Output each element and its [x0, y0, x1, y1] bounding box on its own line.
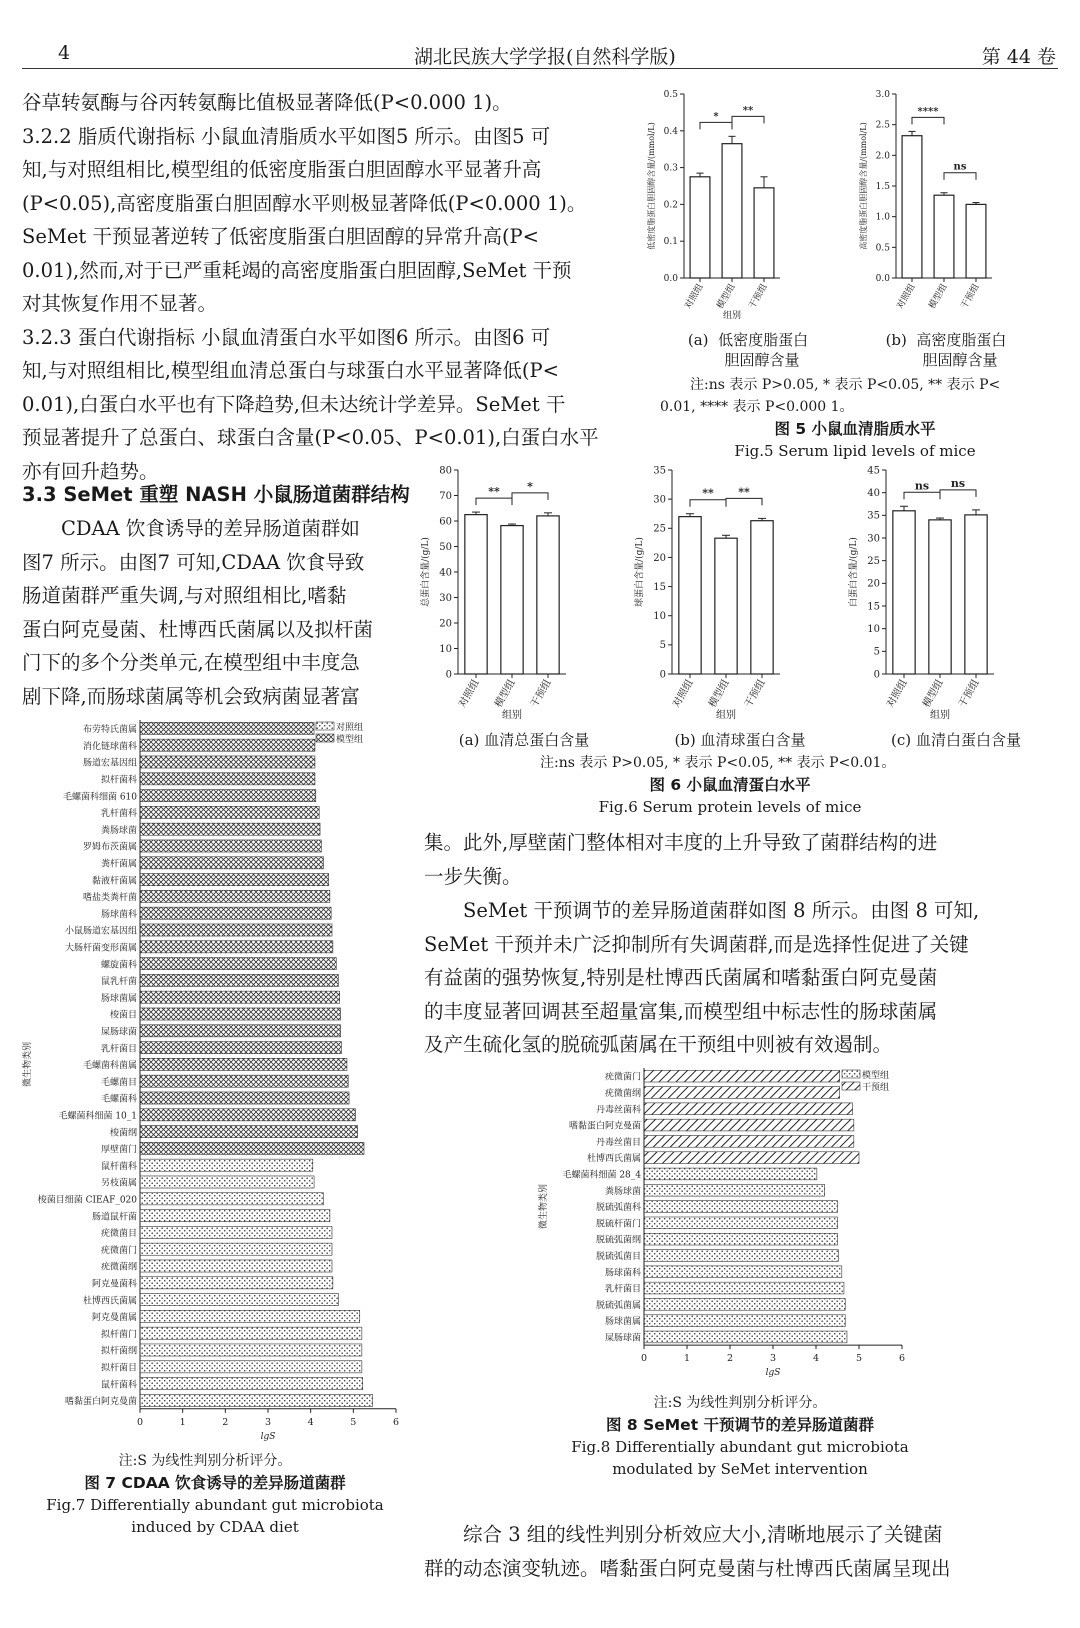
y-tick-label: 60	[439, 516, 452, 528]
y-tick-label: 0.0	[663, 274, 678, 284]
y-tick-label: 0	[873, 669, 880, 681]
y-tick-label: 20	[867, 578, 880, 590]
lda-bar	[140, 756, 315, 768]
text-line: 0.01),白蛋白水平也有下降趋势,但未达统计学差异。SeMet 干	[22, 392, 566, 416]
x-tick-label: 2	[726, 1353, 734, 1365]
bar	[965, 515, 987, 674]
taxon-label: 螺旋菌科	[100, 960, 137, 971]
text-line: 综合 3 组的线性判别分析效应大小,清晰地展示了关键菌	[463, 1523, 943, 1546]
fig6c-sublabel: (c) 血清白蛋白含量	[891, 731, 1021, 749]
fig5a-sublabel: (a) 低密度脂蛋白 胆固醇含量	[687, 331, 809, 369]
text-line: 及产生硫化氢的脱硫弧菌属在干预组中则被有效遏制。	[424, 1033, 893, 1056]
lda-bar	[140, 823, 320, 835]
lda-bar	[140, 1327, 362, 1339]
page-number: 4	[58, 42, 71, 64]
fig6b-sublabel: (b) 血清球蛋白含量	[674, 731, 806, 749]
taxon-label: 布劳特氏菌属	[82, 725, 137, 736]
taxon-label: 脱硫弧菌纲	[595, 1235, 641, 1246]
y-tick-label: 0.2	[663, 200, 678, 211]
y-tick-label: 15	[867, 601, 880, 613]
taxon-label: 肠球菌科	[100, 909, 137, 920]
text-line: 图7 所示。由图7 可知,CDAA 饮食导致	[22, 550, 365, 574]
y-tick-label: 5	[873, 646, 880, 658]
lda-bar	[140, 1243, 332, 1255]
significance-label: *	[527, 479, 533, 493]
lda-bar	[140, 739, 315, 751]
y-tick-label: 0.3	[663, 163, 678, 174]
significance-bracket	[904, 492, 940, 499]
taxon-label: 脱硫弧菌科	[595, 1203, 641, 1214]
lda-bar	[140, 857, 323, 869]
legend-label: 干预组	[862, 1083, 890, 1093]
x-axis-label: lgS	[765, 1368, 781, 1379]
lda-bar	[140, 1159, 313, 1171]
taxon-label: 厚壁菌门	[100, 1145, 137, 1156]
taxon-label: 疣微菌目	[100, 1229, 137, 1240]
x-tick-label: 6	[392, 1416, 400, 1428]
taxon-label: 疣微菌纲	[604, 1089, 641, 1100]
significance-bracket	[690, 500, 726, 507]
lda-bar	[644, 1135, 854, 1147]
taxon-label: 丹毒丝菌科	[595, 1105, 641, 1116]
bar	[893, 511, 915, 674]
x-axis-label: 组别	[722, 311, 742, 321]
lda-bar	[140, 1344, 362, 1356]
volume-label: 第 44 卷	[981, 46, 1056, 68]
y-tick-label: 25	[867, 556, 880, 567]
fig8-caption: 图 8 SeMet 干预调节的差异肠道菌群 Fig.8 Differentially abundant gut microbiota modulated by SeMet intervention	[571, 1416, 909, 1478]
significance-bracket	[912, 117, 944, 124]
fig7-caption: 图 7 CDAA 饮食诱导的差异肠道菌群 Fig.7 Differentially abundant gut microbiota induced by CDAA diet	[46, 1474, 384, 1536]
bar	[537, 516, 559, 674]
fig6-note: 注:ns 表示 P>0.05, * 表示 P<0.05, ** 表示 P<0.01。	[540, 755, 896, 771]
x-tick-label: 干预组	[959, 282, 982, 311]
x-tick-label: 0	[640, 1353, 648, 1365]
taxon-label: 鼠杆菌科	[100, 1161, 137, 1172]
x-tick-label: 对照组	[671, 678, 696, 710]
bar	[501, 526, 523, 674]
figure-6b-chart	[626, 462, 836, 732]
lda-bar	[140, 874, 329, 886]
x-tick-label: 4	[307, 1416, 314, 1428]
legend-swatch	[842, 1070, 860, 1078]
x-tick-label: 2	[222, 1416, 229, 1428]
significance-label: ns	[914, 479, 930, 493]
lda-bar	[140, 1092, 349, 1104]
bar	[465, 515, 487, 674]
taxon-label: 屎肠球菌	[604, 1333, 641, 1344]
y-tick-label: 1.5	[875, 182, 890, 192]
y-tick-label: 45	[867, 465, 880, 477]
text-line: 的丰度显著回调甚至超量富集,而模型组中标志性的肠球菌属	[424, 999, 938, 1023]
lda-bar	[140, 1109, 355, 1121]
x-tick-label: 6	[898, 1353, 906, 1365]
y-tick-label: 30	[867, 533, 880, 545]
text-line: (P<0.05),高密度脂蛋白胆固醇水平则极显著降低(P<0.000 1)。	[22, 191, 587, 215]
x-tick-label: 3	[769, 1353, 777, 1365]
text-line: 知,与对照组相比,模型组的低密度脂蛋白胆固醇水平显著升高	[22, 158, 542, 181]
lda-bar	[140, 1210, 330, 1222]
legend-swatch	[316, 722, 334, 730]
lda-bar	[644, 1070, 840, 1082]
significance-bracket	[732, 116, 764, 123]
lda-bar	[140, 1260, 332, 1272]
figure-7-chart	[16, 712, 410, 1462]
taxon-label: 疣微菌门	[100, 1245, 137, 1256]
lda-bar	[140, 722, 314, 734]
lda-bar	[140, 806, 319, 818]
x-axis-label: 组别	[502, 710, 522, 721]
lda-bar	[140, 958, 336, 970]
y-tick-label: 20	[653, 552, 666, 564]
y-tick-label: 50	[439, 541, 452, 553]
text-line: 剧下降,而肠球菌属等机会致病菌显著富	[22, 684, 360, 708]
y-tick-label: 0.4	[663, 126, 678, 137]
taxon-label: 阿克曼菌属	[91, 1313, 137, 1324]
significance-bracket	[940, 490, 976, 497]
text-line: 3.2.3 蛋白代谢指标 小鼠血清蛋白水平如图6 所示。由图6 可	[22, 325, 551, 349]
x-tick-label: 对照组	[457, 678, 482, 710]
bar	[751, 521, 773, 674]
fig5b-sublabel: (b) 高密度脂蛋白 胆固醇含量	[885, 331, 1007, 369]
taxon-label: 乳杆菌科	[100, 809, 137, 820]
y-tick-label: 70	[439, 490, 452, 502]
legend-label: 模型组	[862, 1071, 890, 1081]
taxon-label: 粪杆菌属	[100, 859, 137, 870]
taxon-label: 粪肠球菌	[100, 825, 137, 836]
lda-bar	[140, 1193, 323, 1205]
y-tick-label: 30	[653, 494, 666, 506]
fig6a-sublabel: (a) 血清总蛋白含量	[458, 731, 590, 749]
lda-bar	[140, 1394, 373, 1406]
taxon-label: 屎肠球菌	[100, 1027, 137, 1038]
lda-bar	[644, 1119, 854, 1131]
taxon-label: 毛螺菌科	[100, 1094, 137, 1105]
x-tick-label: 模型组	[493, 678, 518, 710]
significance-label: **	[488, 485, 500, 499]
x-tick-label: 对照组	[683, 282, 706, 311]
taxon-label: 大肠杆菌变形菌属	[64, 943, 137, 954]
y-tick-label: 10	[867, 624, 880, 635]
lda-bar	[140, 1058, 347, 1070]
legend-label: 对照组	[336, 723, 364, 733]
taxon-label: 梭菌纲	[109, 1128, 137, 1139]
taxon-label: 肠球菌科	[604, 1268, 641, 1279]
taxon-label: 罗姆布茨菌属	[82, 842, 137, 853]
taxon-label: 毛螺菌科细菌 610	[62, 792, 137, 803]
legend-swatch	[842, 1082, 860, 1090]
legend-label: 模型组	[336, 735, 364, 745]
figure-5a-chart	[640, 80, 840, 330]
taxon-label: 疣微菌门	[604, 1072, 641, 1083]
y-tick-label: 30	[439, 592, 452, 604]
bar	[690, 177, 710, 278]
lda-bar	[140, 974, 338, 986]
y-tick-label: 40	[439, 567, 452, 579]
y-axis-label: 高密度脂蛋白胆固醇含量/(mmol/L)	[859, 122, 868, 250]
taxon-label: 肠球菌属	[604, 1317, 641, 1328]
lda-bar	[140, 1361, 362, 1373]
bar	[902, 136, 922, 278]
section-heading	[22, 478, 410, 512]
lda-bar	[140, 1075, 348, 1087]
lda-bar	[140, 1378, 363, 1390]
bar	[715, 538, 737, 674]
y-axis-label: 低密度脂蛋白胆固醇含量/(mmol/L)	[647, 122, 656, 250]
lda-bar	[644, 1233, 838, 1245]
taxon-label: 杜博西氏菌属	[586, 1154, 641, 1165]
lda-bar	[140, 1142, 364, 1154]
text-line: 3.2.2 脂质代谢指标 小鼠血清脂质水平如图5 所示。由图5 可	[22, 124, 551, 148]
text-line: SeMet 干预显著逆转了低密度脂蛋白胆固醇的异常升高(P<	[22, 225, 540, 248]
lda-bar	[644, 1168, 817, 1180]
x-tick-label: 模型组	[715, 282, 738, 311]
lda-bar	[644, 1103, 853, 1115]
significance-label: ns	[950, 476, 966, 490]
x-tick-label: 模型组	[707, 678, 732, 710]
taxon-label: 毛螺菌目	[100, 1077, 137, 1088]
figure-6c-chart	[840, 462, 1050, 732]
significance-bracket	[944, 173, 976, 180]
bar	[929, 520, 951, 674]
y-tick-label: 0	[659, 669, 666, 681]
y-tick-label: 25	[653, 523, 666, 535]
taxon-label: 黏液杆菌属	[91, 876, 137, 887]
taxon-label: 鼠杆菌科	[100, 1380, 137, 1391]
x-tick-label: 干预组	[529, 678, 554, 710]
bar	[754, 188, 774, 278]
taxon-label: 肠道鼠杆菌	[91, 1212, 137, 1223]
taxon-label: 鼠乳杆菌	[100, 977, 137, 988]
lda-bar	[140, 907, 331, 919]
significance-bracket	[512, 493, 548, 500]
text-line: CDAA 饮食诱导的差异肠道菌群如	[61, 517, 360, 540]
taxon-label: 阿克曼菌科	[91, 1279, 137, 1290]
lda-bar	[644, 1315, 845, 1327]
y-axis-label: 球蛋白含量/(g/L)	[635, 537, 645, 607]
right-body-text-3	[424, 1518, 951, 1585]
taxon-label: 肠道宏基因组	[82, 758, 137, 769]
right-body-text-1	[424, 826, 937, 893]
y-tick-label: 35	[653, 465, 666, 477]
fig5-note: 注:ns 表示 P>0.05, * 表示 P<0.05, ** 表示 P< 0.01, **** 表示 P<0.000 1。	[660, 377, 1001, 415]
y-tick-label: 10	[653, 611, 666, 623]
taxon-label: 毛螺菌科菌属	[82, 1061, 137, 1072]
lda-bar	[140, 1226, 332, 1238]
y-axis-label: 总蛋白含量/(g/L)	[421, 537, 431, 607]
lda-bar	[140, 840, 321, 852]
lda-bar	[140, 773, 315, 785]
bar	[934, 195, 954, 278]
x-tick-label: 4	[812, 1353, 820, 1365]
y-tick-label: 0.1	[663, 237, 678, 248]
significance-label: **	[742, 105, 754, 117]
lda-bar	[140, 1277, 333, 1289]
x-tick-label: 3	[264, 1416, 272, 1428]
x-tick-label: 模型组	[927, 282, 950, 311]
text-line: 门下的多个分类单元,在模型组中丰度急	[22, 651, 360, 674]
text-line: 有益菌的强势恢复,特别是杜博西氏菌属和嗜黏蛋白阿克曼菌	[424, 966, 938, 989]
x-tick-label: 模型组	[921, 678, 946, 710]
y-axis-label: 白蛋白含量/(g/L)	[849, 537, 859, 607]
taxon-label: 乳杆菌目	[100, 1044, 137, 1055]
taxon-label: 拟杆菌纲	[100, 1346, 137, 1357]
text-line: 知,与对照组相比,模型组血清总蛋白与球蛋白水平显著降低(P<	[22, 359, 559, 382]
taxon-label: 梭菌目	[109, 1010, 137, 1021]
taxon-label: 嗜盐类粪杆菌	[82, 893, 137, 904]
text-line: 预显著提升了总蛋白、球蛋白含量(P<0.05、P<0.01),白蛋白水平	[22, 426, 599, 449]
figure-8-chart	[536, 1060, 920, 1400]
right-body-text-2	[424, 894, 979, 1062]
lda-bar	[140, 1008, 341, 1020]
taxon-label: 粪肠球菌	[604, 1186, 641, 1197]
lda-bar	[644, 1282, 844, 1294]
x-axis-label: lgS	[260, 1431, 276, 1442]
text-line: 一步失衡。	[424, 864, 522, 888]
lda-bar	[140, 1042, 341, 1054]
lda-bar	[140, 1310, 360, 1322]
x-tick-label: 对照组	[895, 282, 918, 311]
taxon-label: 脱硫杆菌门	[595, 1219, 641, 1230]
x-tick-label: 干预组	[747, 282, 770, 311]
taxon-label: 肠球菌属	[100, 993, 137, 1004]
lda-bar	[140, 1126, 358, 1138]
taxon-label: 拟杆菌目	[100, 1363, 137, 1374]
x-tick-label: 0	[136, 1416, 144, 1428]
text-line: 谷草转氨酶与谷丙转氨酶比值极显著降低(P<0.000 1)。	[22, 91, 512, 114]
taxon-label: 乳杆菌目	[604, 1284, 641, 1295]
text-line: 群的动态演变轨迹。嗜黏蛋白阿克曼菌与杜博西氏菌属呈现出	[424, 1556, 951, 1580]
text-line: SeMet 干预并未广泛抑制所有失调菌群,而是选择性促进了关键	[424, 932, 969, 956]
legend-swatch	[316, 734, 334, 742]
y-tick-label: 0.5	[875, 243, 890, 254]
x-tick-label: 5	[350, 1416, 357, 1428]
y-tick-label: 20	[439, 618, 452, 630]
fig8-note: 注:S 为线性判别分析评分。	[653, 1395, 827, 1411]
taxon-label: 拟杆菌科	[100, 775, 137, 786]
lda-bar	[140, 941, 333, 953]
y-tick-label: 80	[439, 465, 452, 477]
taxon-label: 杜博西氏菌属	[82, 1296, 137, 1307]
taxon-label: 梭菌目细菌 CIEAF_020	[37, 1195, 137, 1206]
lda-bar	[140, 790, 316, 802]
x-tick-label: 对照组	[885, 678, 910, 710]
taxon-label: 消化链球菌科	[82, 741, 137, 752]
y-tick-label: 0.5	[663, 90, 678, 100]
text-line: 集。此外,厚壁菌门整体相对丰度的上升导致了菌群结构的进	[424, 831, 938, 854]
text-line: 0.01),然而,对于已严重耗竭的高密度脂蛋白胆固醇,SeMet 干预	[22, 258, 572, 282]
y-tick-label: 40	[867, 488, 880, 499]
lda-bar	[140, 991, 340, 1003]
taxon-label: 另枝菌属	[100, 1178, 137, 1189]
fig7-note: 注:S 为线性判别分析评分。	[118, 1453, 292, 1469]
lda-bar	[140, 890, 330, 902]
x-tick-label: 1	[179, 1416, 186, 1428]
fig6-caption: 图 6 小鼠血清蛋白水平 Fig.6 Serum protein levels of mice	[598, 776, 862, 816]
significance-bracket	[726, 498, 762, 505]
significance-label: ****	[917, 106, 939, 118]
lda-bar	[140, 1176, 314, 1188]
y-tick-label: 1.0	[875, 212, 890, 223]
lda-bar	[140, 1294, 338, 1306]
y-tick-label: 0	[445, 669, 452, 681]
significance-label: **	[702, 486, 714, 500]
significance-label: ns	[953, 161, 967, 173]
lda-bar	[140, 924, 332, 936]
x-tick-label: 5	[855, 1353, 863, 1365]
bar	[966, 204, 986, 278]
taxon-label: 小鼠肠道宏基因组	[64, 926, 137, 937]
taxon-label: 疣微菌纲	[100, 1262, 137, 1273]
taxon-label: 脱硫弧菌属	[595, 1300, 641, 1311]
lda-bar	[644, 1250, 838, 1262]
significance-label: *	[713, 111, 719, 123]
y-tick-label: 35	[867, 510, 880, 522]
y-tick-label: 0.0	[875, 274, 890, 284]
significance-bracket	[476, 498, 512, 505]
y-axis-label: 微生物类别	[539, 1184, 549, 1230]
taxon-label: 脱硫弧菌目	[595, 1252, 641, 1263]
bar	[679, 517, 701, 674]
lda-bar	[644, 1266, 842, 1278]
x-axis-label: 组别	[930, 710, 950, 721]
x-tick-label: 干预组	[743, 678, 768, 710]
taxon-label: 毛螺菌科细菌 28_4	[562, 1170, 641, 1181]
y-tick-label: 10	[439, 643, 452, 655]
figure-6a-chart	[412, 462, 622, 732]
taxon-label: 拟杆菌门	[100, 1329, 137, 1340]
y-tick-label: 5	[659, 640, 666, 652]
taxon-label: 嗜黏蛋白阿克曼菌	[64, 1397, 137, 1408]
fig5-caption: 图 5 小鼠血清脂质水平 Fig.5 Serum lipid levels of mice	[734, 420, 976, 460]
text-line: 肠道菌群严重失调,与对照组相比,嗜黏	[22, 584, 347, 607]
text-line: 蛋白阿克曼菌、杜博西氏菌属以及拟杆菌	[22, 617, 374, 641]
x-tick-label: 1	[683, 1353, 691, 1365]
text-line: SeMet 干预调节的差异肠道菌群如图 8 所示。由图 8 可知,	[463, 899, 980, 922]
journal-title: 湖北民族大学学报(自然科学版)	[414, 46, 676, 68]
lda-bar	[644, 1184, 825, 1196]
figure-5b-chart	[852, 80, 1052, 330]
text-line: 亦有回升趋势。	[22, 459, 159, 483]
y-tick-label: 3.0	[875, 90, 890, 100]
taxon-label: 丹毒丝菌目	[595, 1137, 641, 1148]
section-3-3-heading: 3.3 SeMet 重塑 NASH 小鼠肠道菌群结构	[22, 483, 410, 506]
significance-label: **	[738, 485, 750, 499]
taxon-label: 嗜黏蛋白阿克曼菌	[568, 1121, 641, 1132]
lda-bar	[644, 1331, 847, 1343]
y-tick-label: 15	[653, 581, 666, 593]
y-tick-label: 2.5	[875, 120, 890, 131]
lda-bar	[644, 1201, 838, 1213]
text-line: 对其恢复作用不显著。	[22, 292, 218, 315]
lda-bar	[644, 1217, 838, 1229]
x-tick-label: 干预组	[957, 678, 982, 710]
page-header	[22, 38, 1058, 69]
lda-bar	[644, 1087, 840, 1099]
lda-bar	[644, 1152, 859, 1164]
left-body-text	[22, 86, 634, 488]
y-axis-label: 微生物类别	[23, 1041, 33, 1087]
y-tick-label: 2.0	[875, 151, 890, 162]
taxon-label: 毛螺菌科细菌 10_1	[58, 1111, 137, 1122]
lda-bar	[644, 1298, 845, 1310]
bar	[722, 144, 742, 278]
significance-bracket	[700, 122, 732, 129]
x-axis-label: 组别	[716, 710, 736, 721]
left-body-text-2	[22, 512, 412, 713]
lda-bar	[140, 1025, 341, 1037]
